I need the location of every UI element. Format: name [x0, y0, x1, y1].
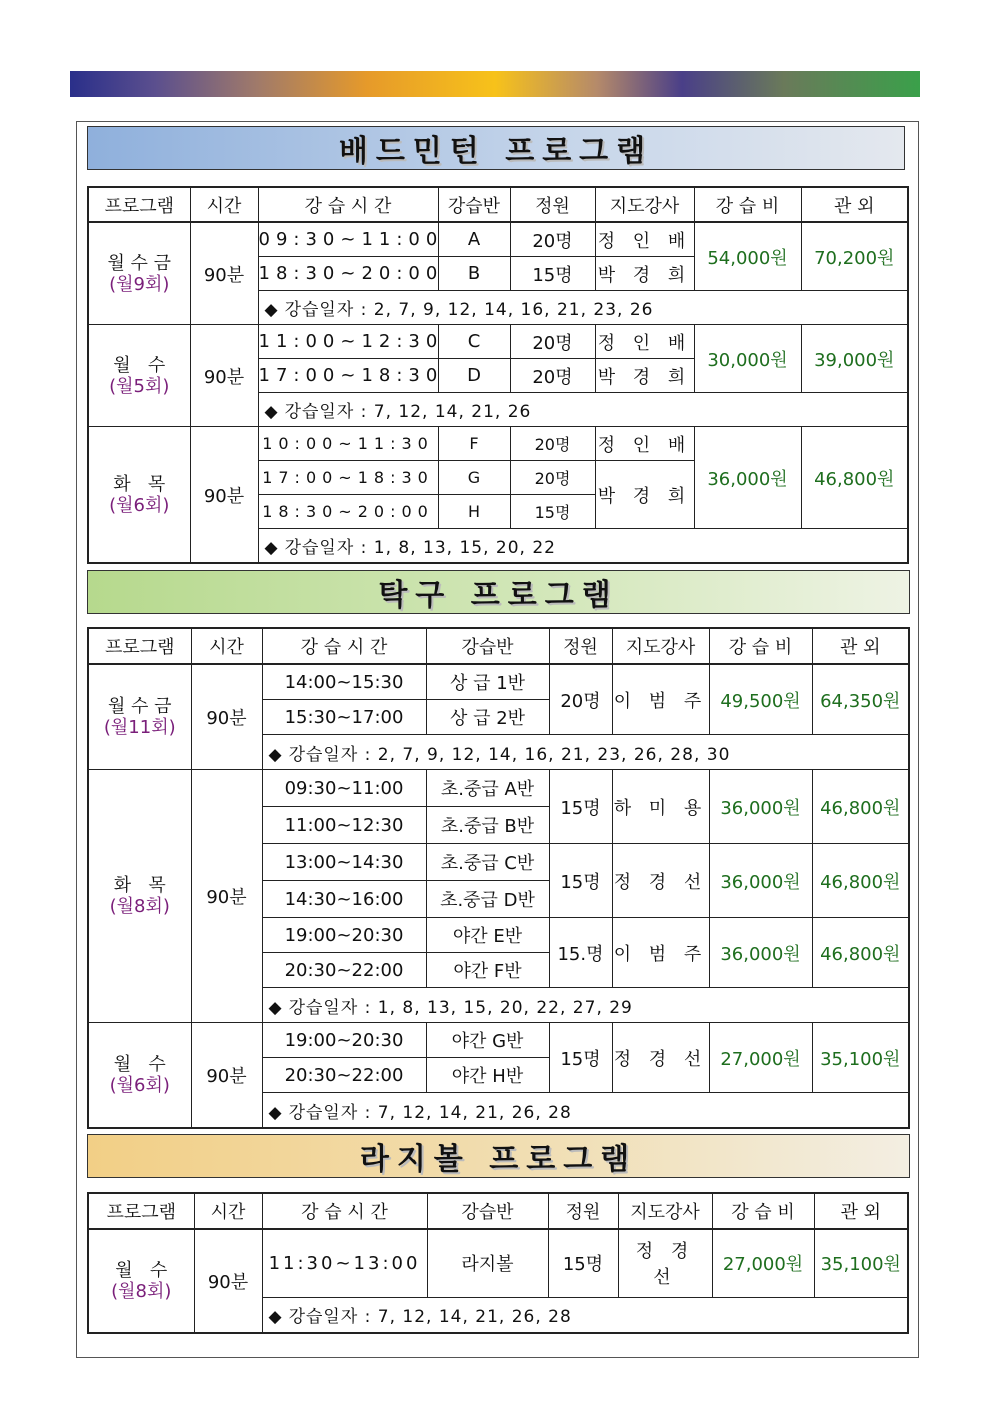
- header-instructor: 지도강사: [612, 628, 709, 664]
- table-row: [88, 427, 908, 461]
- table-header-row: [88, 187, 908, 222]
- time-cell: 17:00~18:30: [258, 461, 438, 495]
- largeball-table: [87, 1192, 909, 1334]
- header-external-fee: 관 외: [801, 187, 908, 222]
- time-cell: 11:00~12:30: [262, 807, 426, 844]
- instructor-cell: 정 인 배: [595, 222, 694, 257]
- dates-cell: ◆ 강습일자 : 1, 8, 13, 15, 20, 22: [258, 529, 908, 564]
- program-cell: 월 수 금 (월11회): [88, 664, 191, 770]
- header-duration: 시간: [190, 187, 258, 222]
- diamond-icon: ◆: [268, 1102, 283, 1123]
- capacity-cell: 15명: [549, 1023, 612, 1093]
- class-cell: H: [438, 495, 510, 529]
- instructor-cell: 정 경 선: [612, 1023, 709, 1093]
- diamond-icon: ◆: [264, 538, 279, 558]
- program-cell: 월 수 금 (월9회): [88, 222, 190, 325]
- class-cell: 상 급 1반: [426, 664, 549, 700]
- duration-cell: 90분: [190, 325, 258, 427]
- capacity-cell: 20명: [510, 461, 595, 495]
- section-title: 배드민턴 프로그램: [338, 134, 654, 169]
- decorative-gradient-bar: [70, 71, 920, 97]
- badminton-title-banner: [87, 126, 905, 170]
- fee-cell: 36,000원: [709, 918, 812, 988]
- fee-cell: 27,000원: [709, 1023, 812, 1093]
- instructor-cell: 정 경 선: [612, 844, 709, 918]
- time-cell: 20:30~22:00: [262, 1058, 426, 1093]
- time-cell: 19:00~20:30: [262, 1023, 426, 1058]
- time-cell: 13:00~14:30: [262, 844, 426, 881]
- fee-cell: 27,000원: [712, 1229, 814, 1297]
- class-cell: 초.중급 A반: [426, 770, 549, 807]
- instructor-cell: 이 범 주: [612, 664, 709, 735]
- instructor-cell: 박 경 희: [595, 461, 694, 529]
- duration-cell: 90분: [191, 1023, 262, 1129]
- header-fee: 강 습 비: [694, 187, 801, 222]
- dates-cell: ◆ 강습일자 : 1, 8, 13, 15, 20, 22, 27, 29: [262, 988, 909, 1023]
- class-cell: 라지볼: [427, 1229, 548, 1297]
- capacity-cell: 15명: [549, 844, 612, 918]
- program-cell: 화 목 (월6회): [88, 427, 190, 564]
- capacity-cell: 20명: [510, 427, 595, 461]
- external-fee-cell: 39,000원: [801, 325, 908, 393]
- capacity-cell: 15명: [510, 495, 595, 529]
- program-cell: 화 목 (월8회): [88, 770, 191, 1023]
- external-fee-cell: 70,200원: [801, 222, 908, 291]
- time-cell: 18:30~20:00: [258, 495, 438, 529]
- header-capacity: 정원: [548, 1193, 618, 1229]
- external-fee-cell: 35,100원: [814, 1229, 908, 1297]
- dates-cell: ◆ 강습일자 : 7, 12, 14, 21, 26, 28: [262, 1297, 908, 1333]
- time-cell: 18:30~20:00: [258, 257, 438, 291]
- instructor-cell: 정 경 선: [618, 1229, 712, 1297]
- class-cell: 상 급 2반: [426, 700, 549, 735]
- class-cell: B: [438, 257, 510, 291]
- class-cell: F: [438, 427, 510, 461]
- diamond-icon: ◆: [268, 997, 283, 1018]
- time-cell: 20:30~22:00: [262, 953, 426, 988]
- header-time: 강 습 시 간: [262, 628, 426, 664]
- time-cell: 14:30~16:00: [262, 881, 426, 918]
- class-cell: 초.중급 D반: [426, 881, 549, 918]
- class-cell: C: [438, 325, 510, 359]
- external-fee-cell: 46,800원: [812, 918, 909, 988]
- dates-cell: ◆ 강습일자 : 2, 7, 9, 12, 14, 16, 21, 23, 26, 28, 30: [262, 735, 909, 770]
- duration-cell: 90분: [190, 427, 258, 564]
- duration-cell: 90분: [190, 222, 258, 325]
- time-cell: 17:00~18:30: [258, 359, 438, 393]
- program-cell: 월 수 (월8회): [88, 1229, 194, 1333]
- largeball-title-banner: [87, 1134, 910, 1178]
- table-row: [88, 325, 908, 359]
- class-cell: 초.중급 B반: [426, 807, 549, 844]
- header-class: 강습반: [426, 628, 549, 664]
- program-cell: 월 수 (월5회): [88, 325, 190, 427]
- instructor-cell: 박 경 희: [595, 257, 694, 291]
- header-external-fee: 관 외: [814, 1193, 908, 1229]
- fee-cell: 30,000원: [694, 325, 801, 393]
- instructor-cell: 정 인 배: [595, 427, 694, 461]
- class-cell: 야간 F반: [426, 953, 549, 988]
- fee-cell: 36,000원: [709, 844, 812, 918]
- time-cell: 11:00~12:30: [258, 325, 438, 359]
- class-cell: G: [438, 461, 510, 495]
- header-program: 프로그램: [88, 187, 190, 222]
- header-class: 강습반: [438, 187, 510, 222]
- header-time: 강 습 시 간: [262, 1193, 427, 1229]
- class-cell: D: [438, 359, 510, 393]
- capacity-cell: 20명: [510, 359, 595, 393]
- capacity-cell: 15명: [548, 1229, 618, 1297]
- table-row: [88, 770, 909, 807]
- program-cell: 월 수 (월6회): [88, 1023, 191, 1129]
- capacity-cell: 20명: [510, 222, 595, 257]
- dates-cell: ◆ 강습일자 : 2, 7, 9, 12, 14, 16, 21, 23, 26: [258, 291, 908, 325]
- instructor-cell: 이 범 주: [612, 918, 709, 988]
- time-cell: 10:00~11:30: [258, 427, 438, 461]
- time-cell: 09:30~11:00: [258, 222, 438, 257]
- header-time: 강 습 시 간: [258, 187, 438, 222]
- header-duration: 시간: [194, 1193, 262, 1229]
- header-instructor: 지도강사: [618, 1193, 712, 1229]
- capacity-cell: 20명: [549, 664, 612, 735]
- diamond-icon: ◆: [264, 300, 279, 320]
- class-cell: 야간 E반: [426, 918, 549, 953]
- external-fee-cell: 35,100원: [812, 1023, 909, 1093]
- section-title: 라지볼 프로그램: [359, 1142, 638, 1177]
- dates-cell: ◆ 강습일자 : 7, 12, 14, 21, 26, 28: [262, 1093, 909, 1129]
- header-duration: 시간: [191, 628, 262, 664]
- header-class: 강습반: [427, 1193, 548, 1229]
- time-cell: 15:30~17:00: [262, 700, 426, 735]
- external-fee-cell: 46,800원: [812, 844, 909, 918]
- header-program: 프로그램: [88, 1193, 194, 1229]
- duration-cell: 90분: [191, 770, 262, 1023]
- instructor-cell: 정 인 배: [595, 325, 694, 359]
- fee-cell: 54,000원: [694, 222, 801, 291]
- time-cell: 11:30~13:00: [262, 1229, 427, 1297]
- class-cell: 야간 G반: [426, 1023, 549, 1058]
- table-header-row: [88, 628, 909, 664]
- table-row: [88, 1229, 908, 1297]
- time-cell: 09:30~11:00: [262, 770, 426, 807]
- header-fee: 강 습 비: [709, 628, 812, 664]
- fee-cell: 36,000원: [709, 770, 812, 844]
- capacity-cell: 15명: [549, 770, 612, 844]
- header-program: 프로그램: [88, 628, 191, 664]
- section-title: 탁구 프로그램: [378, 578, 619, 613]
- class-cell: 초.중급 C반: [426, 844, 549, 881]
- table-header-row: [88, 1193, 908, 1229]
- header-external-fee: 관 외: [812, 628, 909, 664]
- time-cell: 14:00~15:30: [262, 664, 426, 700]
- table-row: [88, 222, 908, 257]
- external-fee-cell: 64,350원: [812, 664, 909, 735]
- instructor-cell: 하 미 용: [612, 770, 709, 844]
- capacity-cell: 15.명: [549, 918, 612, 988]
- dates-cell: ◆ 강습일자 : 7, 12, 14, 21, 26: [258, 393, 908, 427]
- header-instructor: 지도강사: [595, 187, 694, 222]
- table-row: [88, 1023, 909, 1058]
- instructor-cell: 박 경 희: [595, 359, 694, 393]
- time-cell: 19:00~20:30: [262, 918, 426, 953]
- header-capacity: 정원: [510, 187, 595, 222]
- badminton-table: [87, 186, 909, 564]
- external-fee-cell: 46,800원: [812, 770, 909, 844]
- capacity-cell: 15명: [510, 257, 595, 291]
- fee-cell: 36,000원: [694, 427, 801, 529]
- class-cell: 야간 H반: [426, 1058, 549, 1093]
- header-capacity: 정원: [549, 628, 612, 664]
- diamond-icon: ◆: [268, 1307, 283, 1327]
- diamond-icon: ◆: [264, 402, 279, 422]
- tabletennis-title-banner: [87, 570, 910, 614]
- diamond-icon: ◆: [268, 744, 283, 765]
- table-row: [88, 664, 909, 700]
- fee-cell: 49,500원: [709, 664, 812, 735]
- duration-cell: 90분: [191, 664, 262, 770]
- tabletennis-table: [87, 627, 910, 1129]
- external-fee-cell: 46,800원: [801, 427, 908, 529]
- duration-cell: 90분: [194, 1229, 262, 1333]
- capacity-cell: 20명: [510, 325, 595, 359]
- class-cell: A: [438, 222, 510, 257]
- header-fee: 강 습 비: [712, 1193, 814, 1229]
